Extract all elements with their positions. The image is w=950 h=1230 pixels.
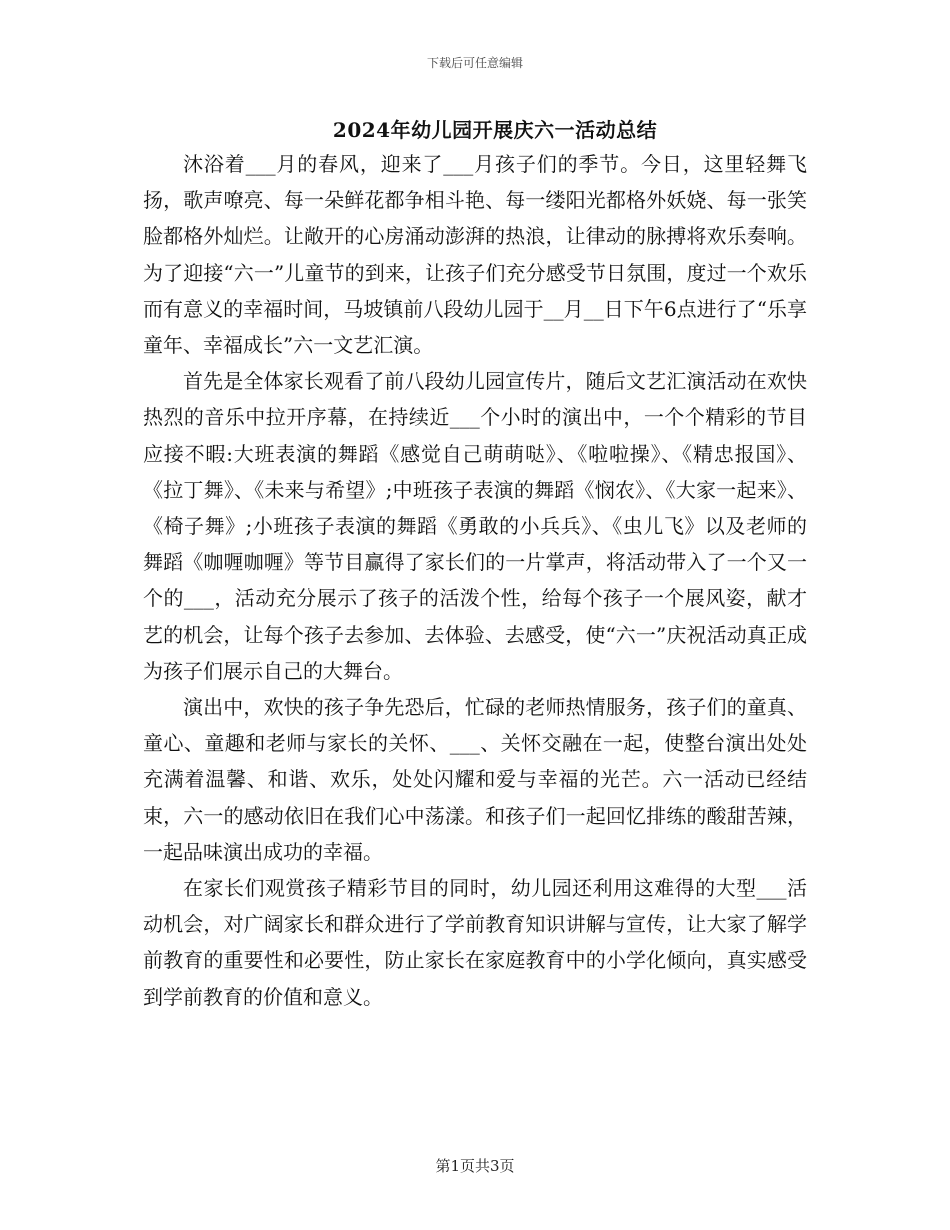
page-footer: 第1页共3页 [435, 1157, 515, 1175]
document-body [143, 146, 807, 1015]
document-title: 2024年幼儿园开展庆六一活动总结 [332, 118, 658, 142]
paragraph: 沐浴着___月的春风，迎来了___月孩子们的季节。今日，这里轻舞飞扬，歌声嘹亮、每一朵鲜花都争相斗艳、每一缕阳光都格外妖娆、每一张笑脸都格外灿烂。让敞开的心房涌动澎湃的热浪，让律动的脉搏将欢乐奏响。为了迎接“六一”儿童节的到来，让孩子们充分感受节日氛围，度过一个欢乐而有意义的幸福时间，马坡镇前八段幼儿园于__月__日下午6点进行了“乐享童年、幸福成长”六一文艺汇演。 [143, 152, 807, 358]
paragraph: 首先是全体家长观看了前八段幼儿园宣传片，随后文艺汇演活动在欢快热烈的音乐中拉开序幕，在持续近___个小时的演出中，一个个精彩的节目应接不暇:大班表演的舞蹈《感觉自己萌萌哒》、《啦啦操》、《精忠报国》、《拉丁舞》、《未来与希望》;中班孩子表演的舞蹈《悯农》、《大家一起来》、《椅子舞》;小班孩子表演的舞蹈《勇敢的小兵兵》、《虫儿飞》以及老师的舞蹈《咖喱咖喱》等节目赢得了家长们的一片掌声，将活动带入了一个又一个的___，活动充分展示了孩子的活泼个性，给每个孩子一个展风姿，献才艺的机会，让每个孩子去参加、去体验、去感受，使“六一”庆祝活动真正成为孩子们展示自己的大舞台。 [143, 369, 807, 683]
paragraph: 在家长们观赏孩子精彩节目的同时，幼儿园还利用这难得的大型___活动机会，对广阔家长和群众进行了学前教育知识讲解与宣传，让大家了解学前教育的重要性和必要性，防止家长在家庭教育中的小学化倾向，真实感受到学前教育的价值和意义。 [143, 876, 807, 1009]
paragraph: 演出中，欢快的孩子争先恐后，忙碌的老师热情服务，孩子们的童真、童心、童趣和老师与家长的关怀、___、关怀交融在一起，使整台演出处处充满着温馨、和谐、欢乐，处处闪耀和爱与幸福的光芒。六一活动已经结束，六一的感动依旧在我们心中荡漾。和孩子们一起回忆排练的酸甜苦辣，一起品味演出成功的幸福。 [143, 695, 807, 864]
header-note: 下载后可任意编辑 [426, 56, 523, 70]
